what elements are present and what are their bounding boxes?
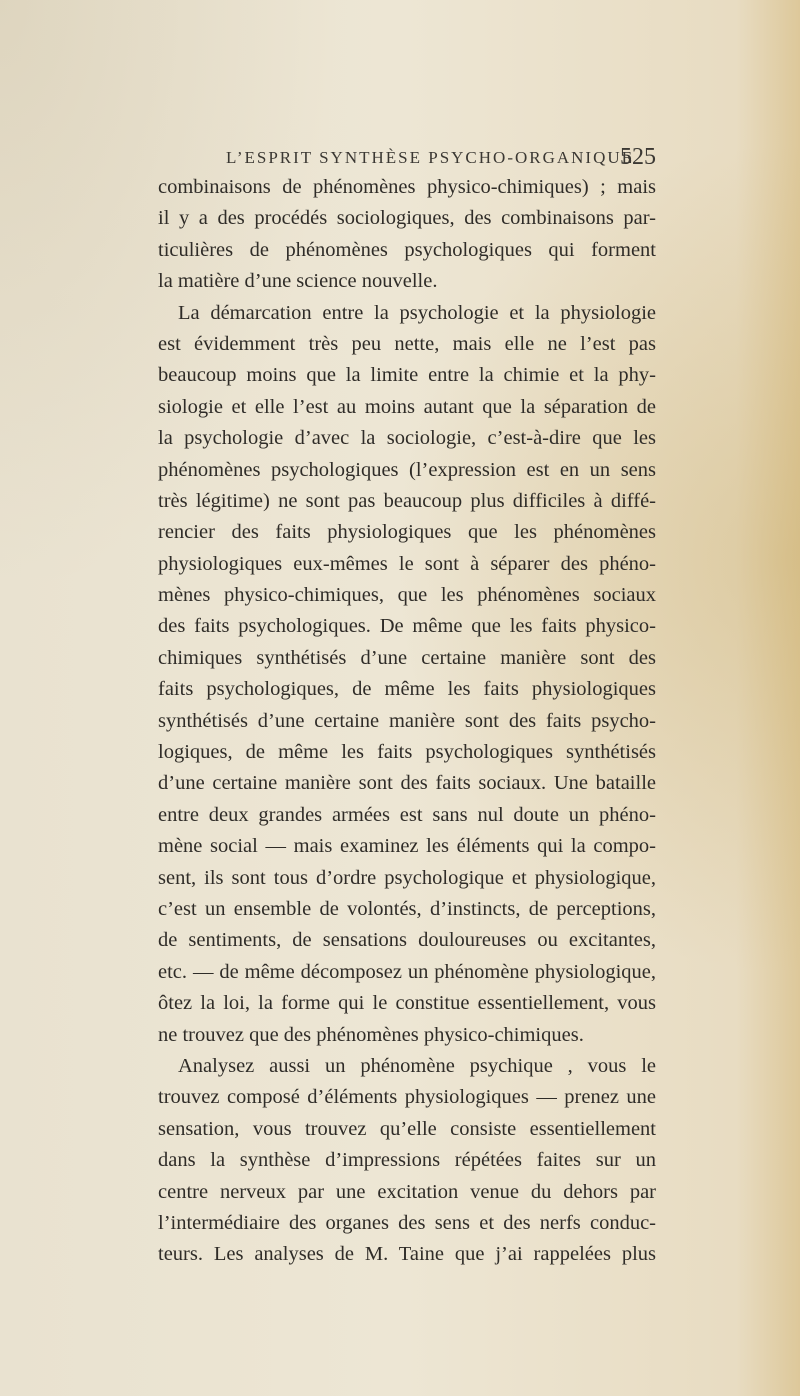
text-line: La démarcation entre la psychologie et la physiologie xyxy=(178,301,656,324)
text-line: de sentiments, de sensations douloureuses ou excitantes, xyxy=(158,929,656,952)
text-line: est évidemment très peu nette, mais elle ne l’est pas xyxy=(158,332,656,355)
text-line: ne trouvez que des phénomènes physico-chimiques. xyxy=(158,1023,584,1046)
text-line: physiologiques eux-mêmes le sont à séparer des phéno- xyxy=(158,552,656,575)
text-line: la matière d’une science nouvelle. xyxy=(158,270,438,293)
text-line: sensation, vous trouvez qu’elle consiste essentiellement xyxy=(158,1117,656,1140)
text-line: mène social — mais examinez les éléments qui la compo- xyxy=(158,835,656,858)
text-line: combinaisons de phénomènes physico-chimiques) ; mais xyxy=(158,176,656,198)
text-line: siologie et elle l’est au moins autant que la séparation de xyxy=(158,395,656,418)
text-line: centre nerveux par une excitation venue du dehors par xyxy=(158,1180,656,1203)
text-line: dans la synthèse d’impressions répétées faites sur un xyxy=(158,1149,656,1172)
text-line: très légitime) ne sont pas beaucoup plus difficiles à diffé- xyxy=(158,489,656,512)
text-line: des faits psychologiques. De même que les faits physico- xyxy=(158,615,656,638)
text-line: synthétisés d’une certaine manière sont des faits psycho- xyxy=(158,709,656,732)
text-line: c’est un ensemble de volontés, d’instincts, de perceptions, xyxy=(158,897,656,920)
text-line: l’intermédiaire des organes des sens et des nerfs conduc- xyxy=(158,1211,656,1234)
text-line: ôtez la loi, la forme qui le constitue essentiellement, vous xyxy=(158,992,656,1015)
text-line: etc. — de même décomposez un phénomène physiologique, xyxy=(158,960,656,983)
text-line: il y a des procédés sociologiques, des combinaisons par- xyxy=(158,207,656,230)
text-line: entre deux grandes armées est sans nul doute un phéno- xyxy=(158,803,656,826)
text-line: Analysez aussi un phénomène psychique , vous le xyxy=(178,1054,656,1077)
body-text xyxy=(158,172,656,1271)
running-title: L’ESPRIT SYNTHÈSE PSYCHO-ORGANIQUE xyxy=(226,148,635,167)
text-line: teurs. Les analyses de M. Taine que j’ai rappelées plus xyxy=(158,1243,656,1266)
text-line: la psychologie d’avec la sociologie, c’est-à-dire que les xyxy=(158,427,656,450)
text-line: sent, ils sont tous d’ordre psychologique et physiologique, xyxy=(158,866,656,889)
page-number: 525 xyxy=(620,144,656,170)
text-line: mènes physico-chimiques, que les phénomènes sociaux xyxy=(158,584,656,607)
running-head xyxy=(226,144,656,172)
text-line: trouvez composé d’éléments physiologiques — prenez une xyxy=(158,1086,656,1109)
text-line: logiques, de même les faits psychologiques synthétisés xyxy=(158,741,656,764)
text-line: phénomènes psychologiques (l’expression est en un sens xyxy=(158,458,656,481)
text-line: chimiques synthétisés d’une certaine manière sont des xyxy=(158,646,656,669)
text-line: ticulières de phénomènes psychologiques qui forment xyxy=(158,238,656,261)
text-line: faits psychologiques, de même les faits physiologiques xyxy=(158,678,656,701)
text-line: rencier des faits physiologiques que les phénomènes xyxy=(158,521,656,544)
text-line: d’une certaine manière sont des faits sociaux. Une bataille xyxy=(158,772,656,795)
text-line: beaucoup moins que la limite entre la chimie et la phy- xyxy=(158,364,656,387)
